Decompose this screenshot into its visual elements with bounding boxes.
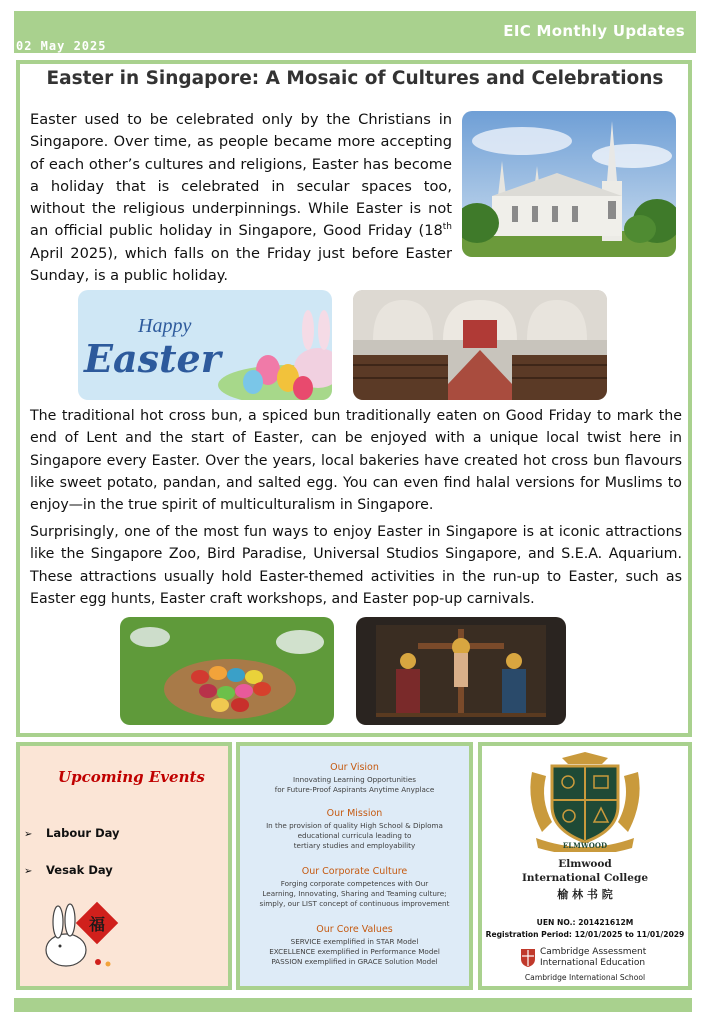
college-crest-logo bbox=[522, 752, 648, 852]
easter-card-happy: Happy bbox=[138, 315, 192, 337]
article-paragraph-3: Surprisingly, one of the most fun ways to enjoy Easter in Singapore is at iconic attractions like the Singapore Zoo, Bird Paradise, Universal Studios Singapore, and S.E.A. Aquarium. These attractions usually hold Easter-themed activities in the run-up to Easter, such as Easter egg hunts, Easter craft workshops, and Easter pop-up carnivals. bbox=[30, 524, 682, 607]
corporate-culture-section: Our Corporate Culture Forging corporate competences with Our Learning, Innovating, Sharing and Teaming culture; simply, our LIST concept of continuous improvement bbox=[259, 866, 450, 908]
cambridge-logo bbox=[520, 947, 670, 969]
newsletter-title: EIC Monthly Updates bbox=[503, 22, 685, 40]
college-name-chinese: 榆 林 书 院 bbox=[557, 888, 613, 901]
easter-card-easter: Easter bbox=[84, 336, 221, 381]
article-title: Easter in Singapore: A Mosaic of Cultures and Celebrations bbox=[46, 68, 664, 89]
easter-eggs-image bbox=[120, 617, 334, 725]
cathedral-exterior-image bbox=[462, 111, 676, 257]
college-name-line1: Elmwood bbox=[558, 858, 612, 870]
arrow-bullet-icon: ➢ bbox=[24, 866, 33, 877]
registration-period: Registration Period: 12/01/2025 to 11/01/2029 bbox=[485, 930, 685, 939]
upcoming-events-title: Upcoming Events bbox=[58, 768, 205, 786]
article-paragraph-2: The traditional hot cross bun, a spiced bun traditionally eaten on Good Friday to mark the end of Lent and the start of Easter, can be enjoyed with a unique local twist here in Singapore every Easter. Over the years, local bakeries have created hot cross bun flavours like sweet potato, pandan, and salted egg. You can even find halal versions for Muslims to enjoy—in the true spirit of multiculturalism in Singapore. bbox=[30, 408, 682, 514]
cambridge-shield-icon bbox=[520, 948, 536, 968]
college-name-line2: International College bbox=[521, 872, 648, 884]
uen-number: UEN NO.: 201421612M bbox=[536, 918, 634, 927]
event-item: ➢ Vesak Day bbox=[24, 863, 113, 877]
lucky-char-label: 福 bbox=[88, 915, 106, 934]
rabbit-fu-illustration bbox=[36, 900, 122, 972]
cambridge-line-2: International Education bbox=[540, 958, 646, 968]
vision-section: Our Vision Innovating Learning Opportunities for Future-Proof Aspirants Anytime Anyplace bbox=[274, 762, 435, 794]
issue-date: 02 May 2025 bbox=[16, 39, 107, 53]
article-paragraph-1: Easter used to be celebrated only by the Christians in Singapore. Over time, as people became more accepting of each other’s cultures and religions, Easter has become a holiday that is celebrated in secular spaces too, without the religious underpinnings. While Easter is not an official public holiday in Singapore, Good Friday (18th April 2025), which falls on the Friday just before Easter Sunday, is a public holiday. bbox=[30, 111, 452, 285]
arrow-bullet-icon: ➢ bbox=[24, 829, 33, 840]
church-interior-image bbox=[353, 290, 607, 400]
crucifixion-icon-image bbox=[356, 617, 566, 725]
cambridge-line-1: Cambridge Assessment bbox=[540, 947, 647, 957]
event-item: ➢ Labour Day bbox=[24, 826, 120, 840]
cambridge-school-label: Cambridge International School bbox=[524, 973, 646, 982]
crest-banner-text: ELMWOOD bbox=[562, 841, 608, 850]
footer-band bbox=[14, 998, 692, 1012]
mission-section: Our Mission In the provision of quality High School & Diploma educational curricula leading to tertiary studies and employability bbox=[266, 808, 443, 850]
core-values-section: Our Core Values SERVICE exemplified in STAR Model EXCELLENCE exemplified in Performance Model PASSION exemplified in GRACE Solution Model bbox=[269, 924, 440, 966]
happy-easter-image bbox=[78, 290, 332, 400]
